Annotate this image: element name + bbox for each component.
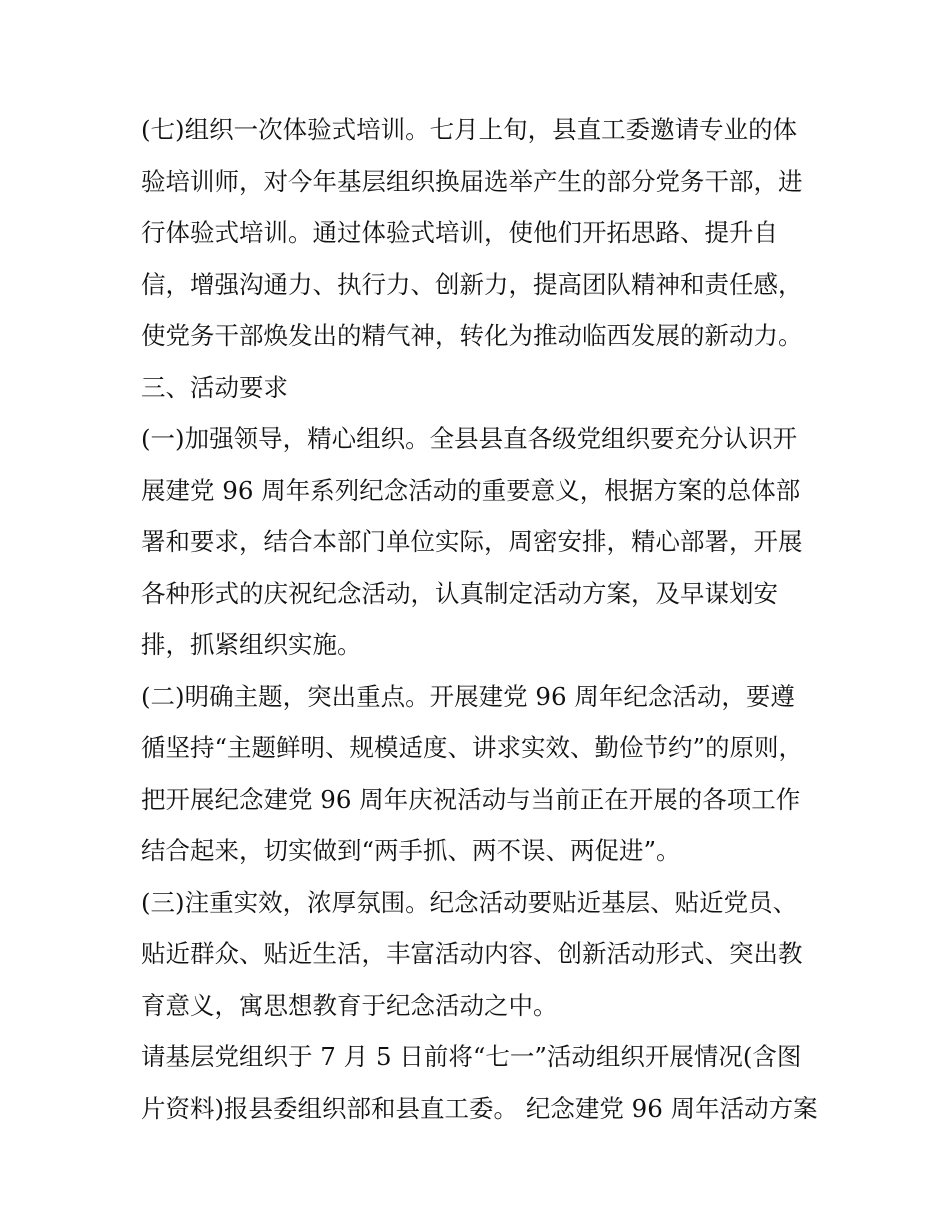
text-line: (三)注重实效，浓厚氛围。纪念活动要贴近基层、贴近党员、	[141, 887, 798, 917]
text-line: (二)明确主题，突出重点。开展建党 96 周年纪念活动，要遵	[141, 681, 795, 711]
paragraph-requirement-three	[141, 877, 821, 1032]
text-line: 贴近群众、贴近生活，丰富活动内容、创新活动形式、突出教	[141, 939, 803, 968]
text-line: 各种形式的庆祝纪念活动，认真制定活动方案，及早谋划安	[141, 578, 778, 608]
section-heading	[141, 362, 821, 414]
paragraph-training	[141, 104, 821, 362]
text-line: 展建党 96 周年系列纪念活动的重要意义，根据方案的总体部	[141, 475, 801, 505]
text-line: 片资料)报县委组织部和县直工委。 纪念建党 96 周年活动方案	[141, 1093, 818, 1123]
text-line: 验培训师，对今年基层组织换届选举产生的部分党务干部，进	[141, 166, 803, 196]
text-line: 循坚持“主题鲜明、规模适度、讲求实效、勤俭节约”的原则，	[141, 733, 804, 762]
text-line: 请基层党组织于 7 月 5 日前将“七一”活动组织开展情况(含图	[141, 1042, 802, 1071]
paragraph-requirement-one	[141, 413, 821, 671]
heading-line: 三、活动要求	[141, 372, 288, 402]
text-line: 行体验式培训。通过体验式培训，使他们开拓思路、提升自	[141, 218, 778, 247]
document-body	[141, 104, 821, 1134]
text-line: 结合起来，切实做到“两手抓、两不误、两促进”。	[141, 836, 681, 865]
text-line: (一)加强领导，精心组织。全县县直各级党组织要充分认识开	[141, 424, 798, 453]
text-line: (七)组织一次体验式培训。七月上旬，县直工委邀请专业的体	[141, 115, 798, 144]
paragraph-closing-request	[141, 1031, 821, 1134]
text-line: 署和要求，结合本部门单位实际，周密安排，精心部署，开展	[141, 527, 803, 556]
text-line: 使党务干部焕发出的精气神，转化为推动临西发展的新动力。	[141, 321, 803, 350]
text-line: 信，增强沟通力、执行力、创新力，提高团队精神和责任感，	[141, 269, 803, 299]
text-line: 排，抓紧组织实施。	[141, 630, 362, 659]
text-line: 育意义，寓思想教育于纪念活动之中。	[141, 990, 558, 1020]
text-line: 把开展纪念建党 96 周年庆祝活动与当前正在开展的各项工作	[141, 784, 801, 814]
paragraph-requirement-two	[141, 671, 821, 877]
